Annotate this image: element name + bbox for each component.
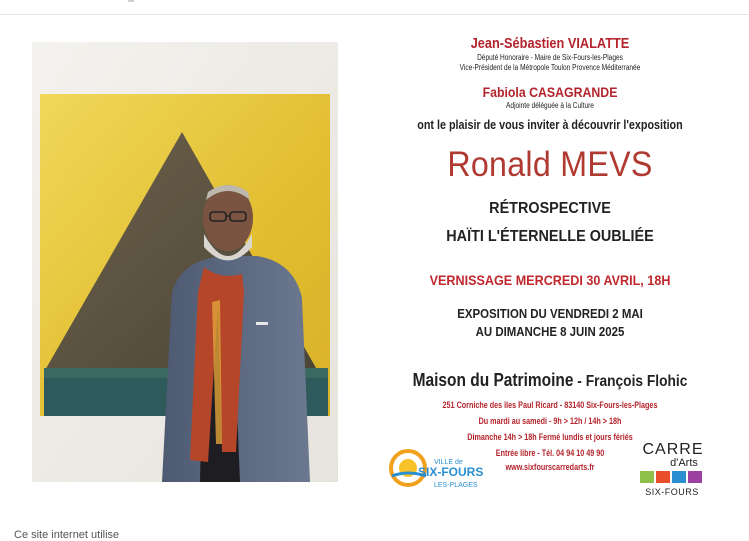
logo-carre-text: CARRE (642, 441, 704, 458)
top-edge-mark (128, 0, 134, 2)
artist-photo (32, 42, 338, 482)
website-link[interactable]: www.sixfourscarredarts.fr (505, 462, 595, 472)
exhibition-end: AU DIMANCHE 8 JUIN 2025 (475, 324, 625, 339)
host2-role: Adjointe déléguée à la Culture (506, 101, 594, 110)
entry-phone: Entrée libre - Tél. 04 94 10 49 90 (495, 448, 605, 458)
artist-name: Ronald MEVS (447, 145, 653, 184)
exhibition-title-1: RÉTROSPECTIVE (489, 200, 611, 217)
logo-les-plages: LES-PLAGES (434, 482, 478, 489)
host1-name: Jean-Sébastien VIALATTE (470, 36, 630, 52)
exhibition-start: EXPOSITION DU VENDREDI 2 MAI (457, 306, 643, 321)
logo-darts-text: d'Arts (670, 457, 698, 469)
host1-role: Député Honoraire - Maire de Six-Fours-les-Plages (477, 53, 623, 62)
venue-address: 251 Corniche des îles Paul Ricard - 83140 Six-Fours-les-Plages (442, 400, 658, 410)
footer-caption: Ce site internet utilise (14, 529, 120, 541)
logo-six-fours-text: SIX-FOURS (645, 487, 699, 497)
logo-six-fours: SIX-FOURS (418, 465, 484, 479)
six-fours-logo (388, 442, 488, 492)
venue-subname: - François Flohic (573, 373, 688, 390)
host1-role-metropole: Vice-Président de la Métropole Toulon Provence Méditerranée (459, 63, 641, 72)
logo-ville-de: VILLE de (434, 459, 463, 466)
venue-title (395, 370, 705, 391)
host2-name: Fabiola CASAGRANDE (482, 84, 618, 100)
exhibition-title-2: HAÏTI L'ÉTERNELLE OUBLIÉE (446, 228, 654, 245)
vernissage-date: VERNISSAGE MERCREDI 30 AVRIL, 18H (429, 272, 671, 288)
opening-hours-sunday: Dimanche 14h > 18h Fermé lundis et jours fériés (467, 432, 633, 442)
invitation-sentence: ont le plaisir de vous inviter à découvrir l'exposition (417, 118, 683, 132)
venue-name: Maison du Patrimoine (412, 370, 574, 390)
carre-darts-logo (632, 438, 714, 498)
opening-hours-weekdays: Du mardi au samedi - 9h > 12h / 14h > 18h (478, 416, 622, 426)
artist-photo-illustration (32, 42, 338, 482)
